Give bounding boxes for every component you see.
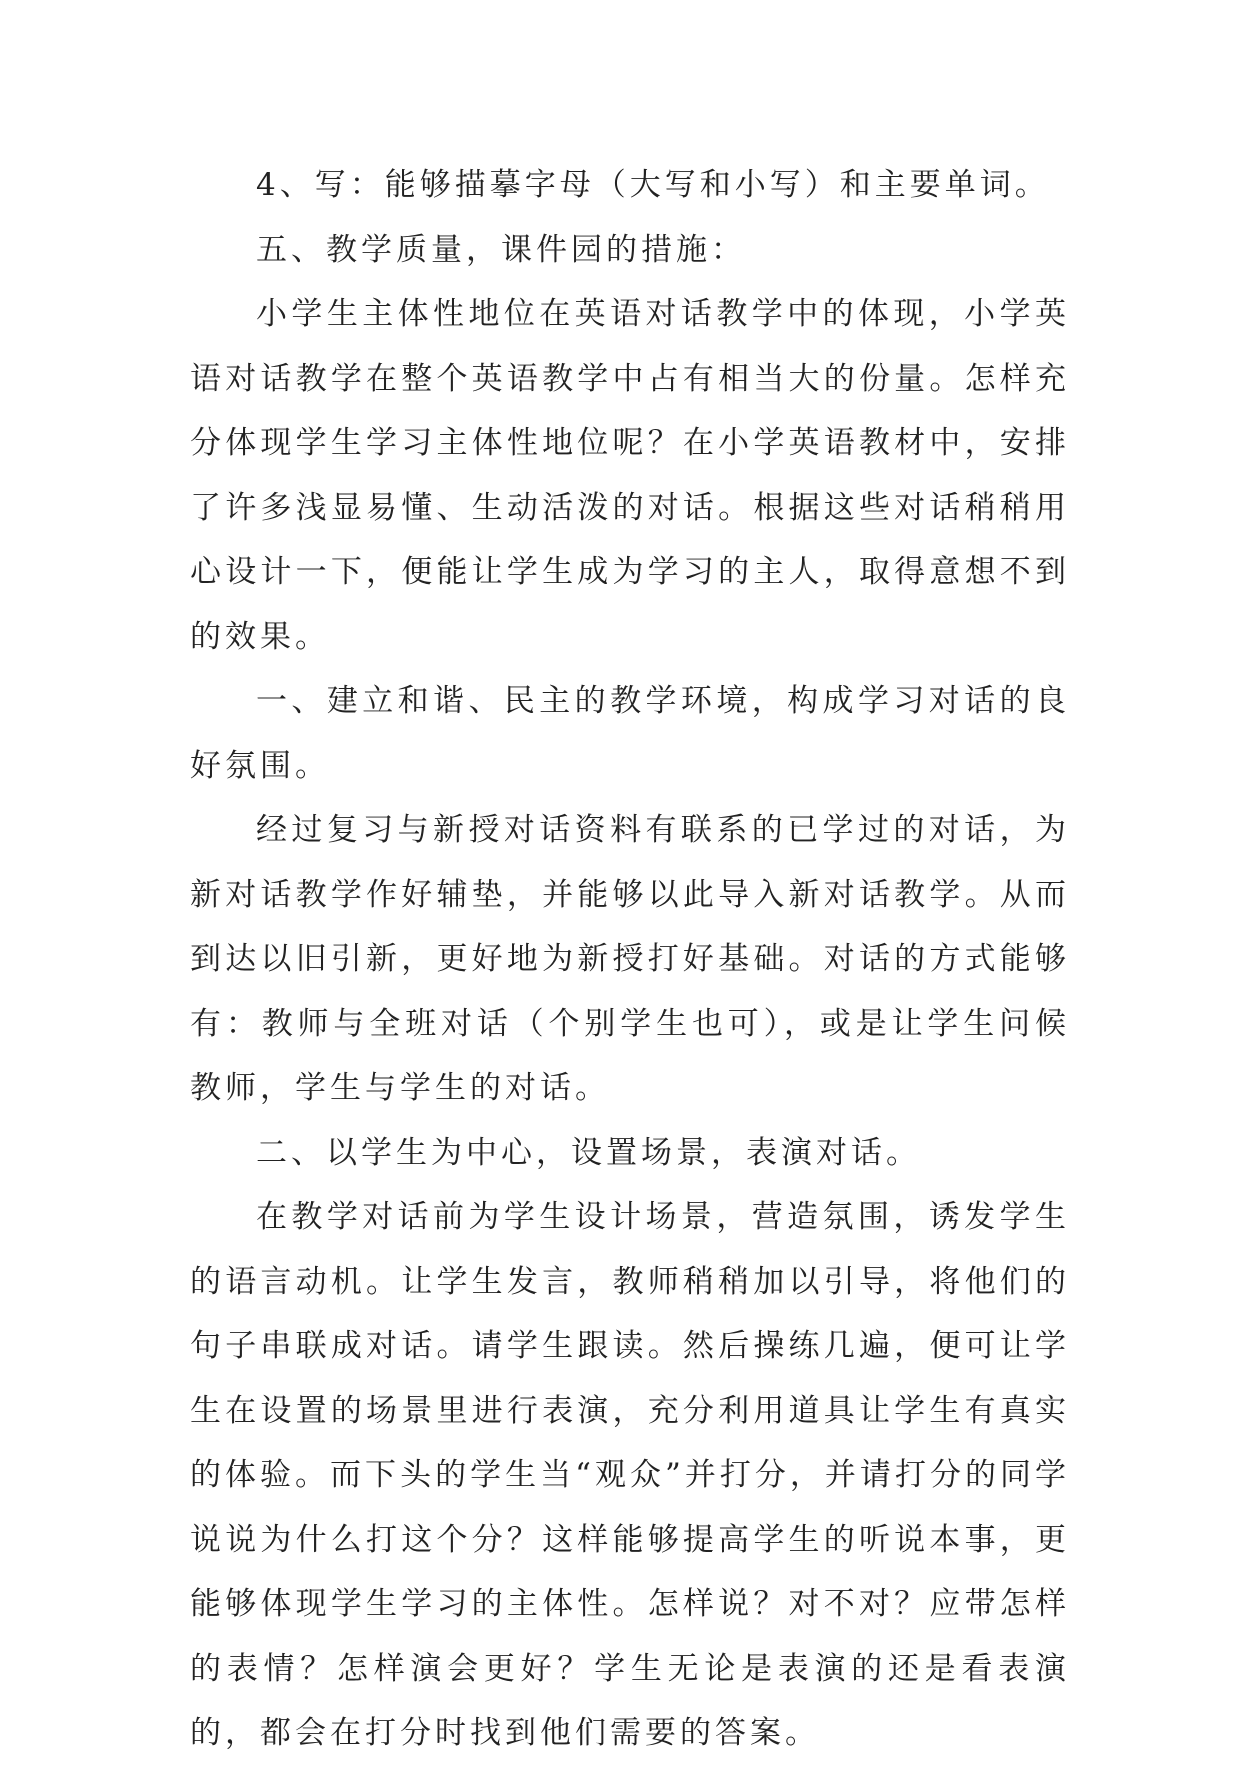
paragraph-intro: 小学生主体性地位在英语对话教学中的体现，小学英语对话教学在整个英语教学中占有相当大的份量。怎样充分体现学生学习主体性地位呢？在小学英语教材中，安排了许多浅显易懂、生动活泼的对话。根据这些对话稍稍用心设计一下，便能让学生成为学习的主人，取得意想不到的效果。 (190, 296, 1070, 655)
paragraph-writing-goal: 4、写：能够描摹字母（大写和小写）和主要单词。 (256, 167, 1050, 203)
document-body (190, 153, 1070, 1766)
subheading-environment: 一、建立和谐、民主的教学环境，构成学习对话的良好氛围。 (190, 683, 1070, 784)
paragraph-performance: 在教学对话前为学生设计场景，营造氛围，诱发学生的语言动机。让学生发言，教师稍稍加以引导，将他们的句子串联成对话。请学生跟读。然后操练几遍，便可让学生在设置的场景里进行表演，充分利用道具让学生有真实的体验。而下头的学生当“观众”并打分，并请打分的同学说说为什么打这个分？这样能够提高学生的听说本事，更能够体现学生学习的主体性。怎样说？对不对？应带怎样的表情？怎样演会更好？学生无论是表演的还是看表演的，都会在打分时找到他们需要的答案。 (190, 1199, 1070, 1751)
paragraph-review: 经过复习与新授对话资料有联系的已学过的对话，为新对话教学作好辅垫，并能够以此导入新对话教学。从而到达以旧引新，更好地为新授打好基础。对话的方式能够有：教师与全班对话（个别学生也可），或是让学生问候教师，学生与学生的对话。 (190, 812, 1070, 1106)
subheading-scenes: 二、以学生为中心，设置场景，表演对话。 (256, 1134, 921, 1171)
section-heading-measures: 五、教学质量，课件园的措施： (256, 231, 746, 268)
